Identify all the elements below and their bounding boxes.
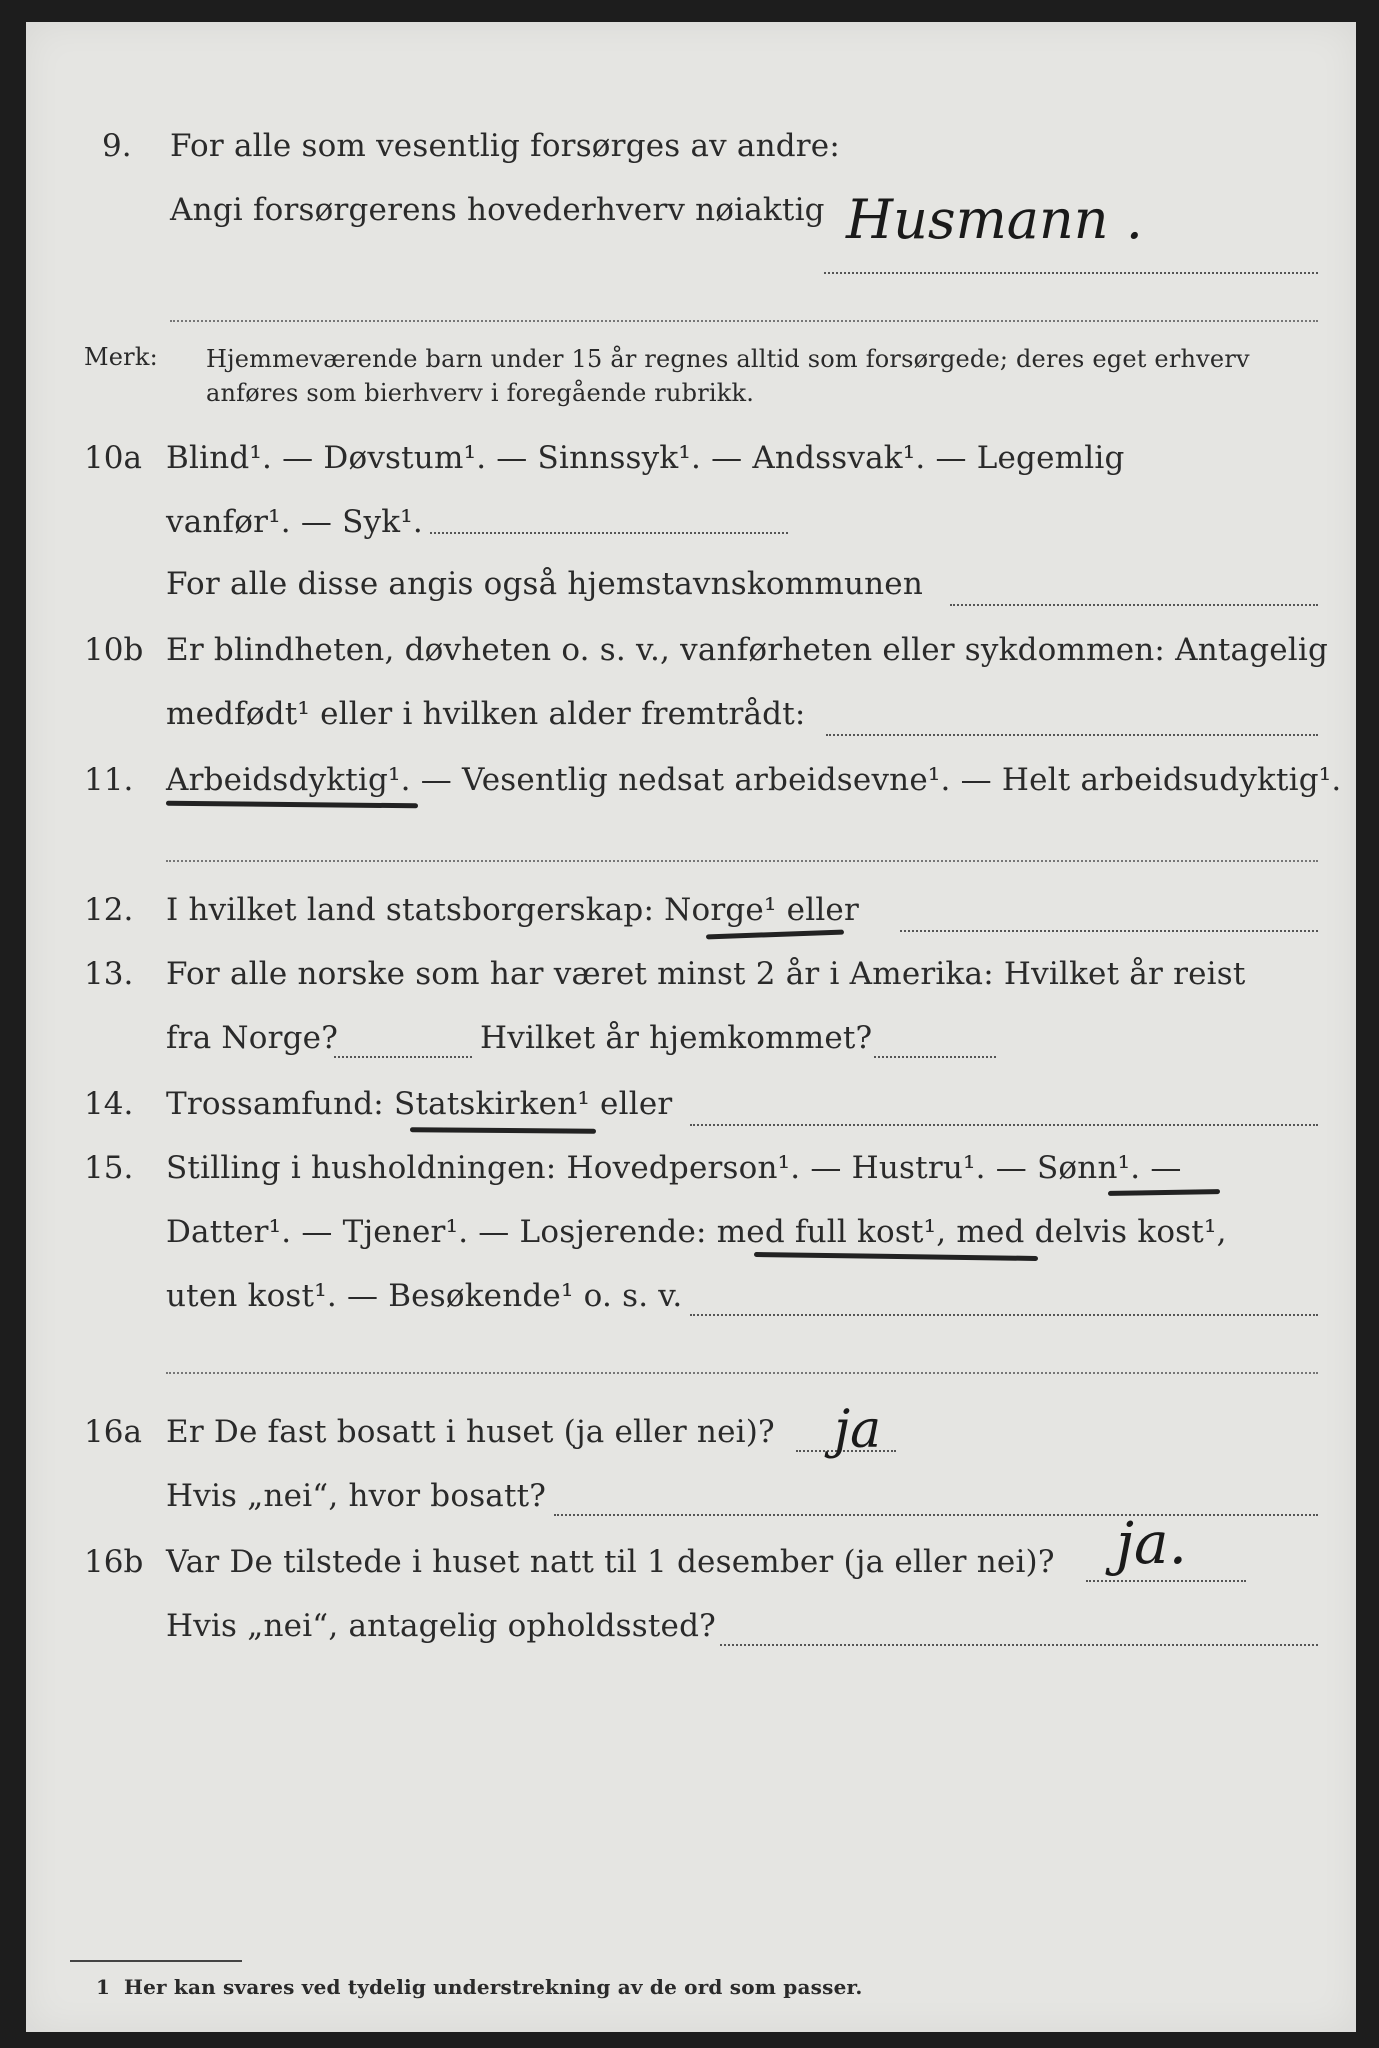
q10a-line3: For alle disse angis også hjemstavnskommunen bbox=[166, 566, 923, 602]
footnote-rule bbox=[70, 1960, 242, 1962]
q16a-handwritten-answer: ja bbox=[834, 1400, 882, 1460]
q9-answer-line bbox=[824, 272, 1318, 274]
q13-departure-line bbox=[334, 1056, 472, 1058]
q10a-line2: vanfør¹. — Syk¹. bbox=[166, 504, 423, 540]
q11-line1: Arbeidsdyktig¹. — Vesentlig nedsat arbeidsevne¹. — Helt arbeidsudyktig¹. bbox=[166, 762, 1342, 798]
q10a-hometown-line bbox=[950, 604, 1318, 606]
q16b-whereabouts-line bbox=[720, 1644, 1318, 1646]
q16b-answer-line bbox=[1086, 1580, 1246, 1582]
q13-line1: For alle norske som har været minst 2 år i Amerika: Hvilket år reist bbox=[166, 956, 1246, 992]
question-number-11: 11. bbox=[84, 762, 134, 798]
question-number-10a: 10a bbox=[84, 440, 142, 476]
q9-extra-line bbox=[170, 320, 1318, 322]
q16b-line2: Hvis „nei“, antagelig opholdssted? bbox=[166, 1608, 716, 1644]
q15-line2: Datter¹. — Tjener¹. — Losjerende: med full kost¹, med delvis kost¹, bbox=[166, 1214, 1227, 1250]
q10b-line1: Er blindheten, døvheten o. s. v., vanførheten eller sykdommen: Antagelig bbox=[166, 632, 1329, 668]
q12-underline-mark bbox=[706, 930, 844, 940]
question-number-10b: 10b bbox=[84, 632, 144, 668]
q15-answer-line bbox=[690, 1314, 1318, 1316]
q10b-answer-line bbox=[826, 734, 1318, 736]
q9-line2: Angi forsørgerens hovederhverv nøiaktig bbox=[170, 192, 825, 228]
footnote-mark: 1 bbox=[96, 1975, 111, 1999]
q16a-line1: Er De fast bosatt i huset (ja eller nei)? bbox=[166, 1414, 775, 1450]
census-form-page bbox=[26, 22, 1356, 2032]
q10a-answer-line bbox=[430, 532, 788, 534]
q15-kost-underline-mark bbox=[754, 1252, 1038, 1261]
q15-extra-line bbox=[166, 1372, 1318, 1374]
q9-line1: For alle som vesentlig forsørges av andre: bbox=[170, 128, 840, 164]
q16a-line2: Hvis „nei“, hvor bosatt? bbox=[166, 1478, 547, 1514]
q16b-line1: Var De tilstede i huset natt til 1 desember (ja eller nei)? bbox=[166, 1544, 1055, 1580]
question-number-15: 15. bbox=[84, 1150, 134, 1186]
q15-line3: uten kost¹. — Besøkende¹ o. s. v. bbox=[166, 1278, 683, 1314]
q15-line1: Stilling i husholdningen: Hovedperson¹. — Hustru¹. — Sønn¹. — bbox=[166, 1150, 1182, 1186]
question-number-16b: 16b bbox=[84, 1544, 144, 1580]
q10a-line1: Blind¹. — Døvstum¹. — Sinnssyk¹. — Andssvak¹. — Legemlig bbox=[166, 440, 1125, 476]
q11-extra-line bbox=[166, 860, 1318, 862]
question-number-12: 12. bbox=[84, 892, 134, 928]
merk-label: Merk: bbox=[84, 343, 158, 371]
q9-handwritten-answer: Husmann . bbox=[846, 188, 1143, 251]
merk-line2: anføres som bierhverv i foregående rubrikk. bbox=[206, 379, 755, 407]
question-number-13: 13. bbox=[84, 956, 134, 992]
q12-answer-line bbox=[900, 930, 1318, 932]
q11-underline-mark bbox=[166, 801, 418, 809]
q12-line1: I hvilket land statsborgerskap: Norge¹ eller bbox=[166, 892, 859, 928]
question-number-9: 9. bbox=[102, 128, 132, 164]
q14-line1: Trossamfund: Statskirken¹ eller bbox=[166, 1086, 673, 1122]
merk-line1: Hjemmeværende barn under 15 år regnes alltid som forsørgede; deres eget erhverv bbox=[206, 345, 1250, 373]
q13-line2a: fra Norge? bbox=[166, 1020, 339, 1056]
q16b-handwritten-answer: ja. bbox=[1116, 1509, 1187, 1577]
q15-sonn-underline-mark bbox=[1108, 1189, 1220, 1196]
q13-return-line bbox=[874, 1056, 996, 1058]
question-number-14: 14. bbox=[84, 1086, 134, 1122]
q10b-line2: medfødt¹ eller i hvilken alder fremtrådt: bbox=[166, 696, 806, 732]
footnote-text: Her kan svares ved tydelig understrekning av de ord som passer. bbox=[124, 1975, 863, 1999]
q16a-residence-line bbox=[554, 1514, 1318, 1516]
q14-answer-line bbox=[690, 1124, 1318, 1126]
q13-line2b: Hvilket år hjemkommet? bbox=[480, 1020, 873, 1056]
question-number-16a: 16a bbox=[84, 1414, 142, 1450]
q14-underline-mark bbox=[410, 1127, 596, 1134]
